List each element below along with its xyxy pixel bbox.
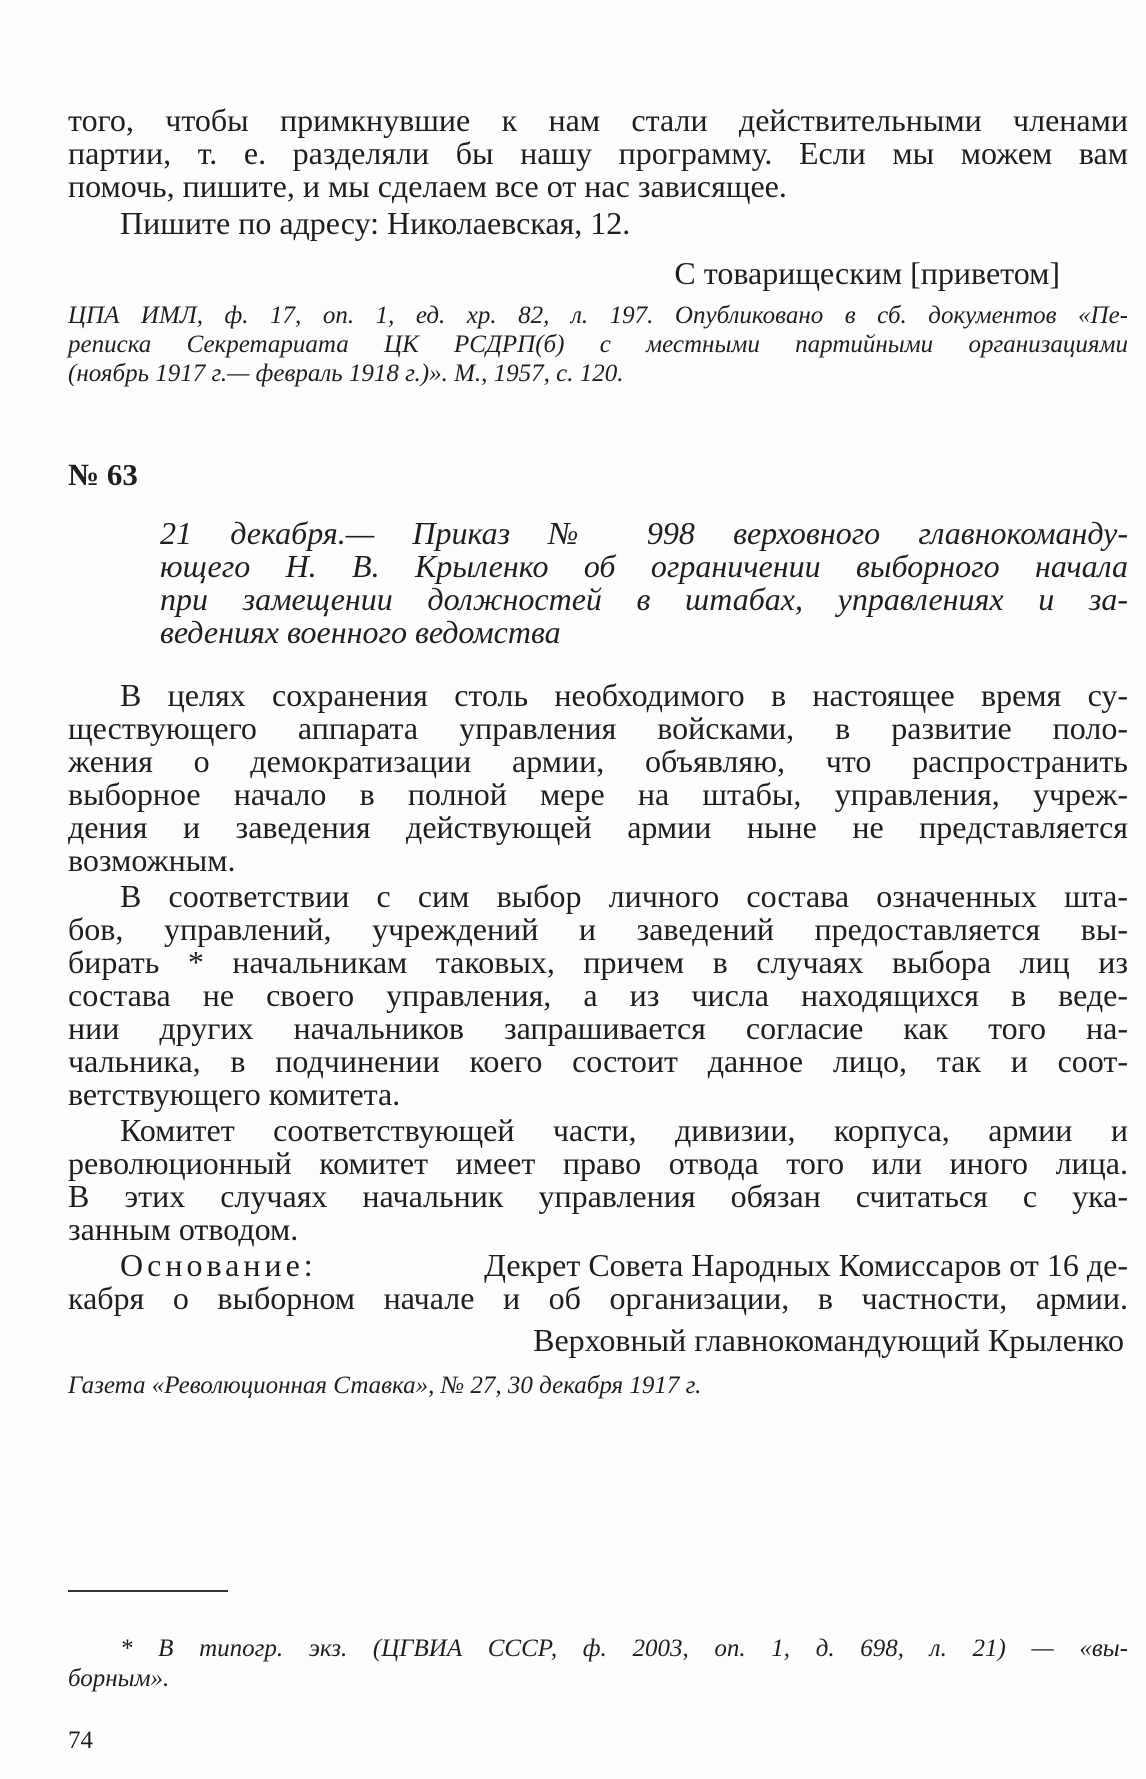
- address-line: Пишите по адресу: Николаевская, 12.: [120, 205, 631, 241]
- body-line: состава не своего управления, а из числа находящихся в веде-: [68, 977, 1128, 1013]
- basis-text: Декрет Совета Народных Комиссаров от 16 де-: [484, 1247, 1128, 1283]
- body-line: выборное начало в полной мере на штабы, управления, учреж-: [68, 776, 1128, 812]
- title-line: ведениях военного ведомства: [160, 614, 561, 650]
- footnote-line: * В типогр. экз. (ЦГВИА СССР, ф. 2003, оп. 1, д. 698, л. 21) — «вы-: [120, 1635, 1128, 1662]
- body-line: В соответствии с сим выбор личного состава означенных шта-: [120, 878, 1128, 914]
- title-line: при замещении должностей в штабах, управлениях и за-: [160, 581, 1128, 617]
- body-line: ветствующего комитета.: [68, 1076, 401, 1112]
- basis-label: Основание:: [120, 1247, 317, 1283]
- document-number: № 63: [68, 457, 138, 492]
- closing-line: С товарищеским [приветом]: [674, 255, 1060, 291]
- body-line: жения о демократизации армии, объявляю, что распространить: [68, 743, 1128, 779]
- signature: Верховный главнокомандующий Крыленко: [533, 1322, 1124, 1358]
- page-number: 74: [68, 1727, 93, 1754]
- body-line: нии других начальников запрашивается согласие как того на-: [68, 1010, 1128, 1046]
- body-line: ществующего аппарата управления войсками, в развитие поло-: [68, 710, 1128, 746]
- footnote-divider: [68, 1590, 228, 1592]
- footnote-line: борным».: [68, 1665, 170, 1692]
- title-line: ющего Н. В. Крыленко об ограничении выборного начала: [160, 548, 1128, 584]
- source-line: ЦПА ИМЛ, ф. 17, оп. 1, ед. хр. 82, л. 197. Опубликовано в сб. документов «Пе-: [68, 302, 1128, 329]
- source-line: реписка Секретариата ЦК РСДРП(б) с местными партийными организациями: [68, 331, 1128, 358]
- body-line: дения и заведения действующей армии ныне не представляется: [68, 809, 1128, 845]
- body-line: кабря о выборном начале и об организации, в частности, армии.: [68, 1280, 1128, 1316]
- body-line: помочь, пишите, и мы сделаем все от нас зависящее.: [68, 168, 787, 204]
- body-line: возможным.: [68, 842, 236, 878]
- body-line: В этих случаях начальник управления обязан считаться с ука-: [68, 1178, 1128, 1214]
- body-line: Комитет соответствующей части, дивизии, корпуса, армии и: [120, 1112, 1128, 1148]
- body-line: партии, т. е. разделяли бы нашу программу. Если мы можем вам: [68, 135, 1128, 171]
- source-line: (ноябрь 1917 г.— февраль 1918 г.)». М., 1957, с. 120.: [68, 360, 624, 387]
- newspaper-source: Газета «Революционная Ставка», № 27, 30 декабря 1917 г.: [68, 1372, 702, 1399]
- body-line: революционный комитет имеет право отвода того или иного лица.: [68, 1145, 1128, 1181]
- title-line: 21 декабря.— Приказ № 998 верховного главнокоманду-: [160, 515, 1128, 551]
- body-line: В целях сохранения столь необходимого в настоящее время су-: [120, 677, 1128, 713]
- basis-line: [120, 1249, 1128, 1282]
- body-line: бирать * начальникам таковых, причем в случаях выбора лиц из: [68, 944, 1128, 980]
- body-line: того, чтобы примкнувшие к нам стали действительными членами: [68, 102, 1128, 138]
- body-line: чальника, в подчинении коего состоит данное лицо, так и соот-: [68, 1043, 1128, 1079]
- body-line: занным отводом.: [68, 1211, 299, 1247]
- body-line: бов, управлений, учреждений и заведений предоставляется вы-: [68, 911, 1128, 947]
